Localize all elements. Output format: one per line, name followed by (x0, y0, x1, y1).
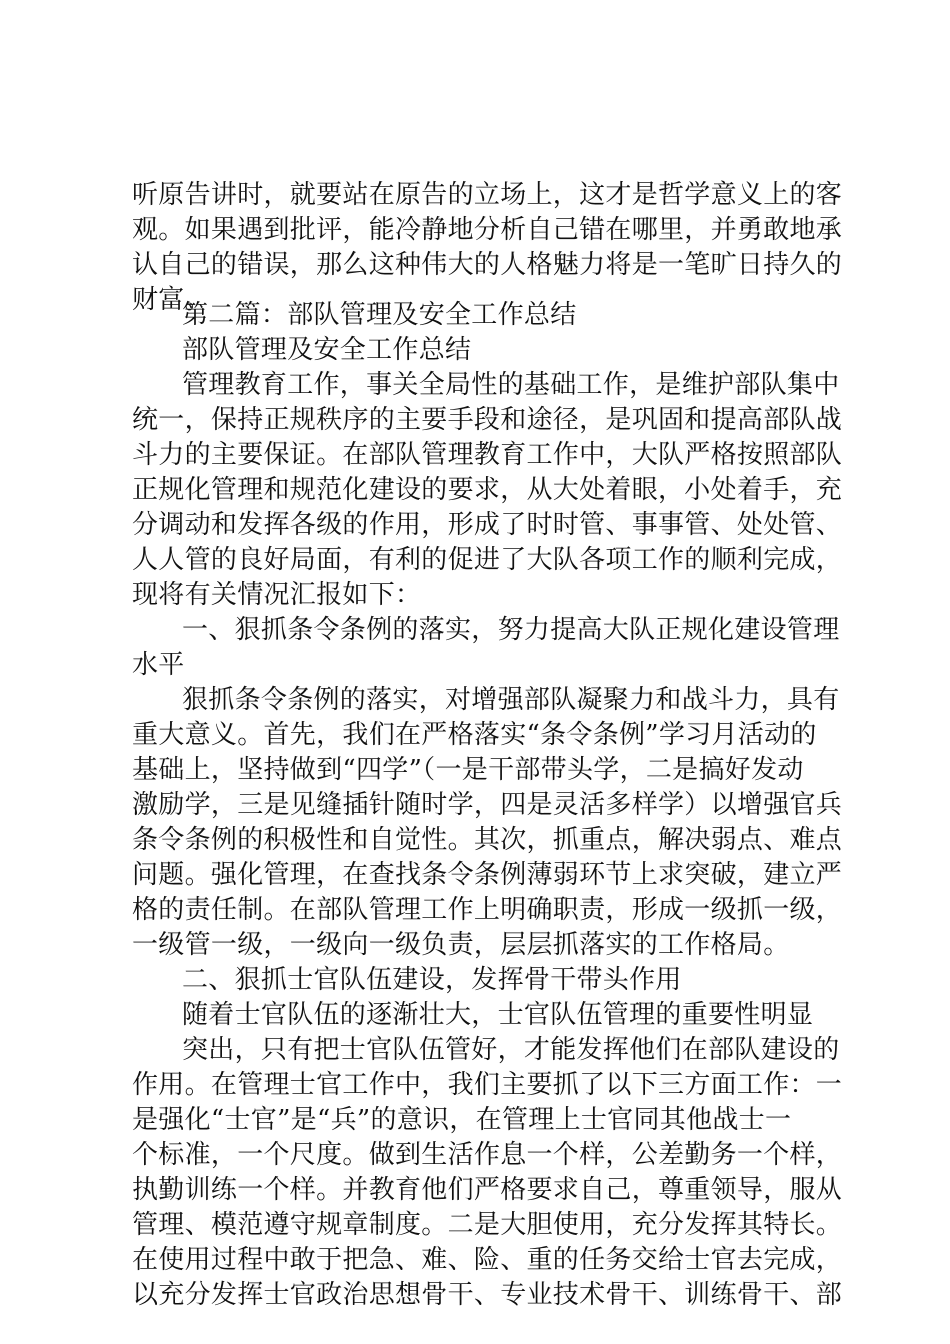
body-text-line: 作用。在管理士官工作中，我们主要抓了以下三方面工作：一 (132, 1070, 843, 1100)
body-text-line: 分调动和发挥各级的作用，形成了时时管、事事管、处处管、 (132, 510, 843, 540)
section-heading-continued: 水平 (132, 650, 185, 680)
body-text-line: 以充分发挥士官政治思想骨干、专业技术骨干、训练骨干、部 (132, 1280, 843, 1310)
body-text-line: 斗力的主要保证。在部队管理教育工作中，大队严格按照部队 (132, 440, 843, 470)
body-text-line: 正规化管理和规范化建设的要求，从大处着眼，小处着手，充 (132, 475, 843, 505)
body-text-line: 听原告讲时，就要站在原告的立场上，这才是哲学意义上的客 (132, 180, 843, 210)
body-text-line: 人人管的良好局面，有利的促进了大队各项工作的顺利完成， (132, 545, 843, 575)
body-text-line: 认自己的错误，那么这种伟大的人格魅力将是一笔旷日持久的 (132, 250, 843, 280)
section-heading: 二、狠抓士官队伍建设，发挥骨干带头作用 (182, 965, 682, 995)
body-text-line: 基础上，坚持做到“四学”（一是干部带头学，二是搞好发动 (132, 755, 804, 785)
body-text-line: 现将有关情况汇报如下： (132, 580, 422, 610)
body-text-line: 随着士官队伍的逐渐壮大，士官队伍管理的重要性明显 (182, 1000, 814, 1030)
body-text-line: 是强化“士官”是“兵”的意识，在管理上士官同其他战士一 (132, 1105, 792, 1135)
section-heading: 一、狠抓条令条例的落实，努力提高大队正规化建设管理 (182, 615, 840, 645)
body-text-line: 管理教育工作，事关全局性的基础工作，是维护部队集中 (182, 370, 840, 400)
section-heading: 第二篇：部队管理及安全工作总结 (182, 300, 577, 330)
body-text-line: 激励学，三是见缝插针随时学，四是灵活多样学）以增强官兵 (132, 790, 843, 820)
body-text-line: 统一，保持正规秩序的主要手段和途径，是巩固和提高部队战 (132, 405, 843, 435)
body-text-line: 管理、模范遵守规章制度。二是大胆使用，充分发挥其特长。 (132, 1210, 843, 1240)
document-title: 部队管理及安全工作总结 (182, 335, 472, 365)
body-text-line: 执勤训练一个样。并教育他们严格要求自己，尊重领导，服从 (132, 1175, 843, 1205)
body-text-line: 重大意义。首先，我们在严格落实“条令条例”学习月活动的 (132, 720, 817, 750)
body-text-line: 财富。 (132, 285, 211, 315)
body-text-line: 问题。强化管理，在查找条令条例薄弱环节上求突破，建立严 (132, 860, 843, 890)
body-text-line: 格的责任制。在部队管理工作上明确职责，形成一级抓一级， (132, 895, 843, 925)
body-text-line: 观。如果遇到批评，能冷静地分析自己错在哪里，并勇敢地承 (132, 215, 843, 245)
body-text-line: 在使用过程中敢于把急、难、险、重的任务交给士官去完成， (132, 1245, 843, 1275)
body-text-line: 一级管一级，一级向一级负责，层层抓落实的工作格局。 (132, 930, 790, 960)
body-text-line: 条令条例的积极性和自觉性。其次，抓重点，解决弱点、难点 (132, 825, 843, 855)
body-text-line: 突出，只有把士官队伍管好，才能发挥他们在部队建设的 (182, 1035, 840, 1065)
body-text-line: 个标准，一个尺度。做到生活作息一个样，公差勤务一个样， (132, 1140, 843, 1170)
body-text-line: 狠抓条令条例的落实，对增强部队凝聚力和战斗力，具有 (182, 685, 840, 715)
